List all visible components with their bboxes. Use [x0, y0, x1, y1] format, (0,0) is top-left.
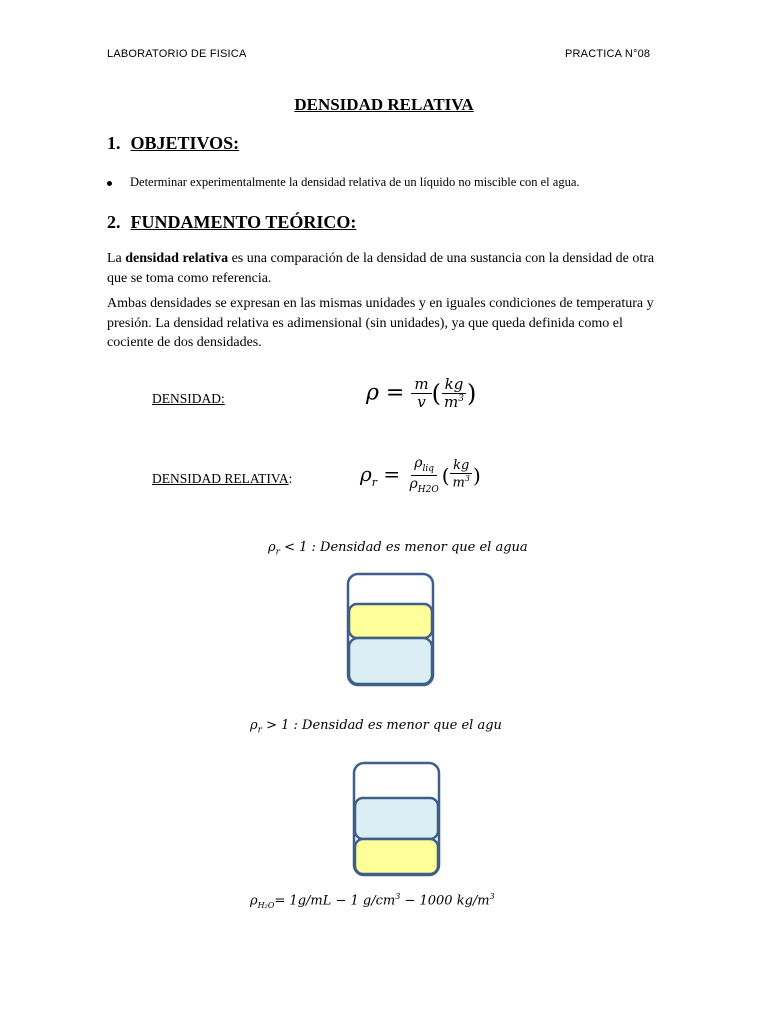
bullet-dot — [107, 181, 112, 186]
water-layer — [349, 638, 432, 684]
para1-start: La — [107, 251, 126, 266]
paren-close: ) — [472, 463, 481, 488]
num-rho: ρ — [414, 455, 423, 471]
case-text: < 1 : Densidad es menor que el agua — [279, 540, 528, 555]
beaker-diagram-less — [345, 572, 437, 688]
paren-close: ) — [466, 379, 477, 408]
water-exp2: 3 — [489, 892, 495, 901]
paragraph-definition — [107, 249, 660, 288]
density-label: DENSIDAD: — [152, 391, 225, 406]
formula-lhs-sub: r — [371, 475, 378, 489]
water-layer — [355, 798, 438, 839]
beaker-diagram-greater — [351, 760, 443, 878]
relative-label-colon: : — [288, 471, 293, 486]
objective-text: Determinar experimentalmente la densidad relativa de un líquido no miscible con el agua. — [130, 175, 580, 189]
unit-den — [450, 474, 473, 491]
frac-den: v — [417, 392, 426, 411]
den-rho: ρ — [409, 475, 418, 492]
fraction-units — [450, 459, 473, 492]
para1-rest: es una comparación de la densidad de una sustancia con la densidad de otra que se toma como referencia. — [107, 251, 655, 286]
unit-num: kg — [442, 376, 467, 394]
fraction-rho — [407, 456, 442, 495]
liquid-layer-yellow — [349, 604, 432, 638]
section-number: 1. — [107, 133, 121, 153]
water-density-equation — [250, 892, 495, 910]
frac-den — [407, 476, 442, 495]
fraction-units — [441, 376, 467, 411]
water-sub: H₂O — [257, 900, 275, 910]
unit-den — [441, 394, 467, 411]
page-title: DENSIDAD RELATIVA — [294, 95, 474, 114]
section-number: 2. — [107, 212, 121, 232]
frac-num — [411, 456, 437, 476]
para1-bold: densidad relativa — [125, 251, 229, 266]
frac-num: m — [411, 376, 431, 394]
density-formula — [366, 376, 476, 411]
case-sub: r — [257, 725, 262, 736]
case-symbol: ρ — [268, 540, 276, 555]
liquid-layer-yellow — [355, 839, 438, 874]
water-symbol: ρ — [250, 893, 258, 909]
section-title: FUNDAMENTO TEÓRICO: — [130, 212, 357, 232]
water-eq: = 1g/mL − 1 g/cm — [274, 893, 396, 909]
paren-open: ( — [441, 463, 450, 488]
formula-lhs: ρ — [360, 461, 372, 486]
section-objetivos-heading — [107, 133, 239, 154]
relative-density-label — [152, 471, 292, 487]
unit-exponent: 3 — [458, 393, 464, 404]
objective-bullet — [130, 175, 690, 190]
relative-density-formula — [360, 456, 481, 495]
den-sub: H2O — [417, 484, 439, 495]
fraction-m-v — [411, 376, 431, 411]
header-right: PRACTICA N°08 — [565, 48, 651, 60]
unit-exponent: 3 — [464, 474, 470, 484]
paragraph-units: Ambas densidades se expresan en las mismas unidades y en iguales condiciones de temperatura y presión. La densidad relativa es adimensional (sin unidades), ya que queda definida como el cociente de dos densidades. — [107, 296, 654, 350]
water-exp1: 3 — [395, 892, 401, 901]
header-left: LABORATORIO DE FISICA — [107, 48, 247, 60]
paren-open: ( — [431, 379, 441, 408]
case-text: > 1 : Densidad es menor que el agu — [261, 718, 502, 733]
unit-den-base: m — [452, 475, 465, 491]
formula-eq: = — [377, 461, 401, 486]
section-fundamento-heading — [107, 212, 356, 233]
water-mid: − 1000 kg/m — [400, 893, 490, 909]
relative-label-text: DENSIDAD RELATIVA — [152, 471, 289, 486]
unit-den-base: m — [443, 392, 459, 411]
formula-lhs: ρ = — [366, 380, 405, 406]
case-symbol: ρ — [250, 718, 258, 733]
case-less-than-one — [268, 540, 528, 558]
num-sub: liq — [422, 463, 434, 474]
section-title: OBJETIVOS: — [130, 133, 240, 153]
case-greater-than-one — [250, 718, 502, 736]
unit-num: kg — [450, 459, 472, 474]
case-sub: r — [275, 547, 280, 558]
